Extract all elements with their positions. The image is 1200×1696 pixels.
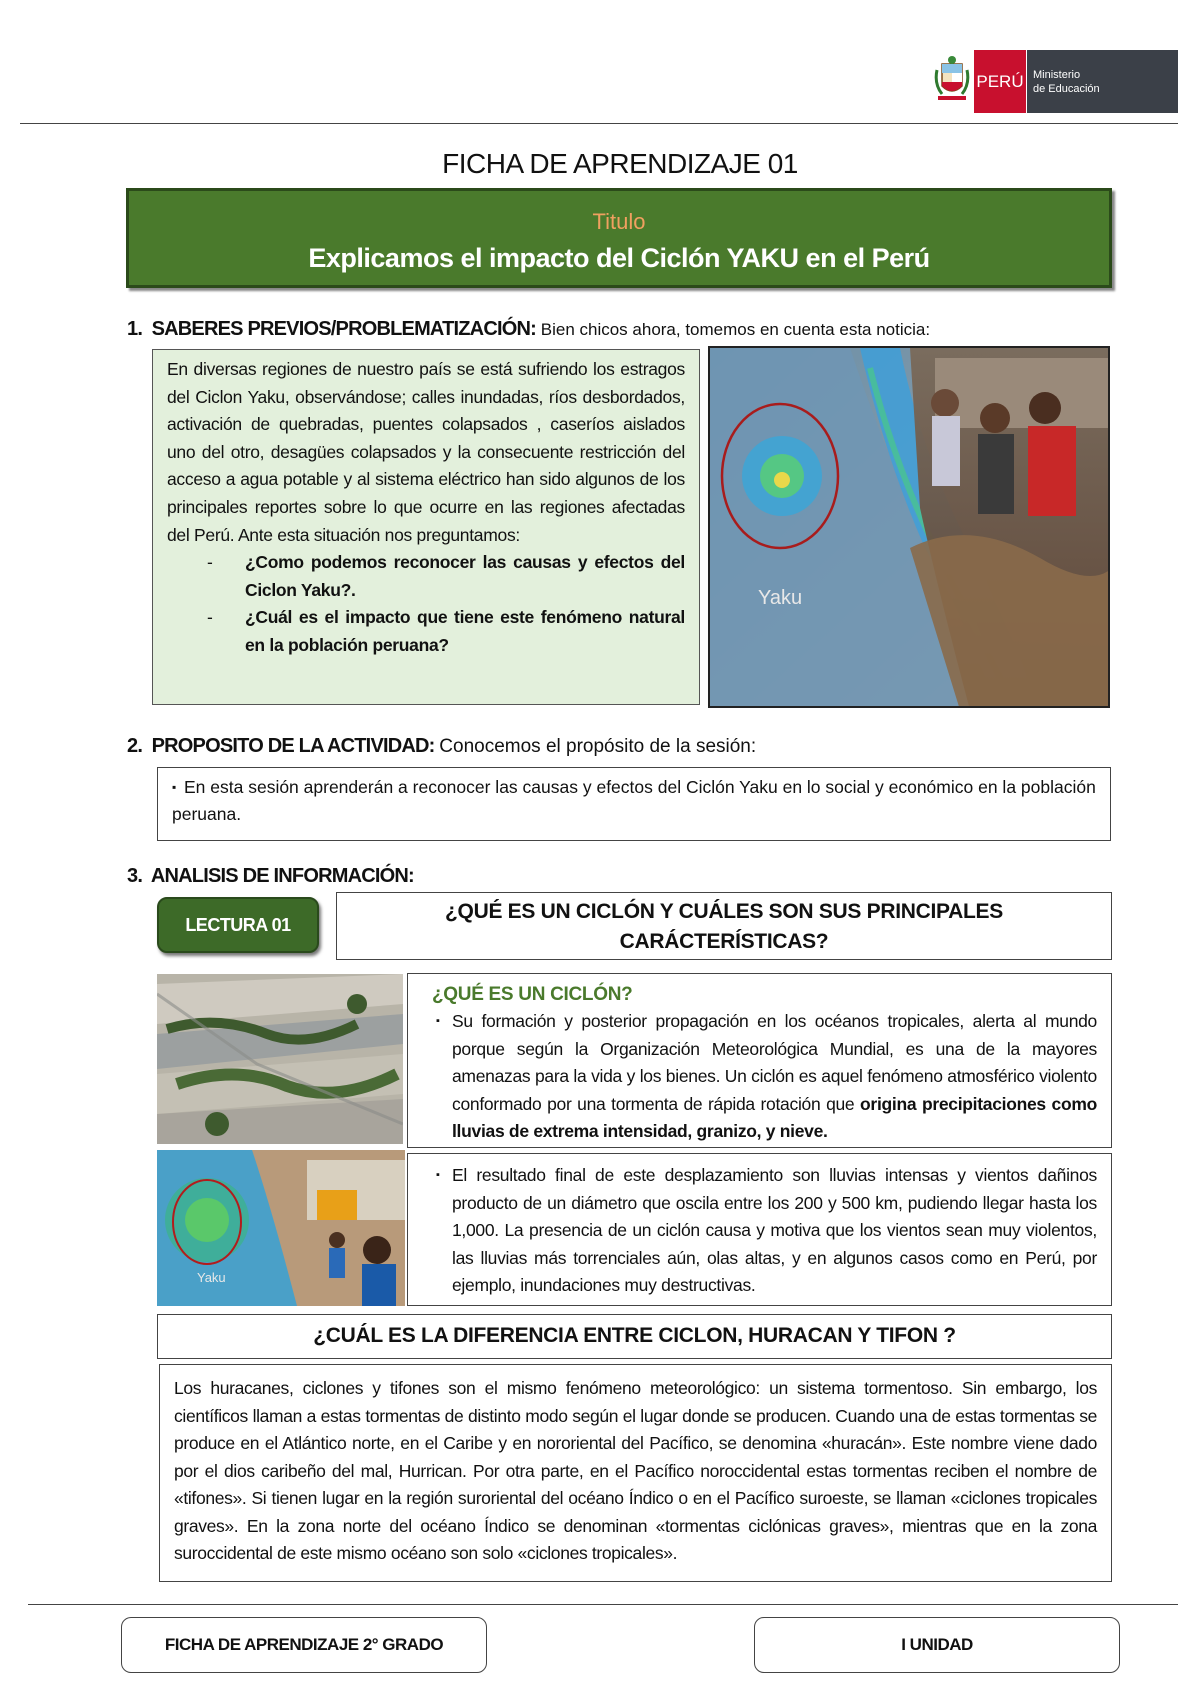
section-1-tail: Bien chicos ahora, tomemos en cuenta esta noticia: <box>540 320 931 339</box>
difference-title-box: ¿CUÁL ES LA DIFERENCIA ENTRE CICLON, HURACAN Y TIFON ? <box>157 1314 1112 1359</box>
section-1-text-box <box>152 349 700 705</box>
what-is-cyclone-heading: ¿QUÉ ES UN CICLÓN? <box>432 984 633 1005</box>
section-3-title: ANALISIS DE INFORMACIÓN: <box>150 865 414 887</box>
title-main: Explicamos el impacto del Ciclón YAKU en el Perú <box>308 243 930 273</box>
yaku-map-label: Yaku <box>758 587 803 609</box>
ministry-line-2: de Educación <box>1033 83 1100 95</box>
question-2: ¿Cuál es el impacto que tiene este fenómeno natural en la población peruana? <box>245 607 685 655</box>
ministry-logo <box>934 50 1178 113</box>
footer-left-box: FICHA DE APRENDIZAJE 2° GRADO <box>121 1617 487 1673</box>
section-1-paragraph: En diversas regiones de nuestro país se está sufriendo los estragos del Ciclon Yaku, observándose; calles inundadas, ríos desbordados, activación de quebradas, puentes colapsados , caseríos aislados uno del otro, desagües colapsados y la consecuente restricción del acceso a agua potable y al sistema eléctrico han sido algunos de los principales reportes sobre lo que ocurre en las regiones afectadas del Perú. Ante esta situación nos preguntamos: <box>167 359 685 545</box>
question-title-box <box>336 892 1112 960</box>
purpose-text: En esta sesión aprenderán a reconocer las causas y efectos del Ciclón Yaku en lo social y económico en la población peruana. <box>172 777 1096 824</box>
yaku-label-small: Yaku <box>197 1270 226 1285</box>
ministry-line-1: Ministerio <box>1033 69 1081 81</box>
section-2-heading <box>127 735 756 758</box>
cyclone-news-image <box>708 346 1110 708</box>
document-title: FICHA DE APRENDIZAJE 01 <box>442 148 798 179</box>
what-is-cyclone-item <box>424 1008 1097 1146</box>
question-title-line-2: CARÁCTERÍSTICAS? <box>619 930 829 953</box>
cyclone-result-card <box>407 1153 1112 1306</box>
cyclone-result-item <box>424 1162 1097 1300</box>
section-1-heading <box>127 318 930 341</box>
section-1-title: SABERES PREVIOS/PROBLEMATIZACIÓN: <box>151 318 536 340</box>
footer-right-box: I UNIDAD <box>754 1617 1120 1673</box>
peru-label: PERÚ <box>974 50 1026 113</box>
section-3-number: 3. <box>127 865 143 887</box>
title-label: Titulo <box>592 209 646 234</box>
question-1: ¿Como podemos reconocer las causas y efectos del Ciclon Yaku?. <box>245 552 685 600</box>
question-title-line-1: ¿QUÉ ES UN CICLÓN Y CUÁLES SON SUS PRINCIPALES <box>445 900 1003 923</box>
flooded-fields-image <box>157 974 403 1144</box>
bullet-icon: ▪ <box>436 1015 440 1027</box>
bullet-icon: ▪ <box>436 1169 440 1181</box>
section-2-tail: Conocemos el propósito de la sesión: <box>439 736 757 757</box>
lectura-badge: LECTURA 01 <box>157 897 319 953</box>
difference-text-box: Los huracanes, ciclones y tifones son el mismo fenómeno meteorológico: un sistema tormentoso. Sin embargo, los científicos llaman a estas tormentas de distinto modo según el lugar donde se producen. Cuando una de estas tormentas se produce en el Atlántico norte, en el Caribe y en nororiental del Pacífico, se denomina «huracán». Este nombre viene dado por el dios caribeño del mal, Hurrican. Por otra parte, en el Pacífico noroccidental estas tormentas reciben el nombre de «tifones». Si tienen lugar en la región suroriental del océano Índico o en el Pacífico suroeste, se llaman «ciclones tropicales graves». En la zona norte del océano Índico se denominan «tormentas ciclónicas graves», mientras que en la zona suroccidental de este mismo océano son solo «ciclones tropicales». <box>159 1364 1112 1582</box>
bullet-icon: ▪ <box>172 780 177 794</box>
header-divider <box>20 123 1178 124</box>
ministry-label <box>1026 50 1178 113</box>
what-is-cyclone-text: Su formación y posterior propagación en los océanos tropicales, alerta al mundo porque según la Organización Meteorológica Mundial, es una de la mayores amenazas para la vida y los bienes. Un ciclón es aquel fenómeno atmosférico violento conformado por una tormenta de rápida rotación que <box>452 1011 1097 1114</box>
footer-divider <box>28 1604 1178 1605</box>
section-2-number: 2. <box>127 735 143 757</box>
what-is-cyclone-bold: origina precipitaciones como lluvias de extrema intensidad, granizo, y nieve. <box>452 1093 1097 1141</box>
cyclone-result-text: El resultado final de este desplazamiento son lluvias intensas y vientos dañinos producto de un diámetro que oscila entre los 200 y 500 km, pudiendo llegar hasta los 1,000. La presencia de un ciclón causa y motiva que los vientos sean muy violentos, las lluvias más torrenciales aún, olas altas, y en algunos casos como en Perú, por ejemplo, inundaciones muy destructivas. <box>452 1165 1097 1295</box>
question-item: - ¿Cuál es el impacto que tiene este fenómeno natural en la población peruana? <box>207 607 685 655</box>
section-3-heading <box>127 865 414 888</box>
coat-of-arms-icon <box>934 50 970 113</box>
yaku-satellite-image <box>157 1150 405 1306</box>
purpose-box <box>157 767 1111 841</box>
section-2-title: PROPOSITO DE LA ACTIVIDAD: <box>151 735 435 757</box>
what-is-cyclone-card <box>407 973 1112 1148</box>
section-1-questions <box>207 549 685 659</box>
title-banner <box>126 188 1112 288</box>
section-1-number: 1. <box>127 318 143 340</box>
question-item: - ¿Como podemos reconocer las causas y efectos del Ciclon Yaku?. <box>207 552 685 600</box>
cyclone-map-and-flood-photo <box>710 348 1110 708</box>
